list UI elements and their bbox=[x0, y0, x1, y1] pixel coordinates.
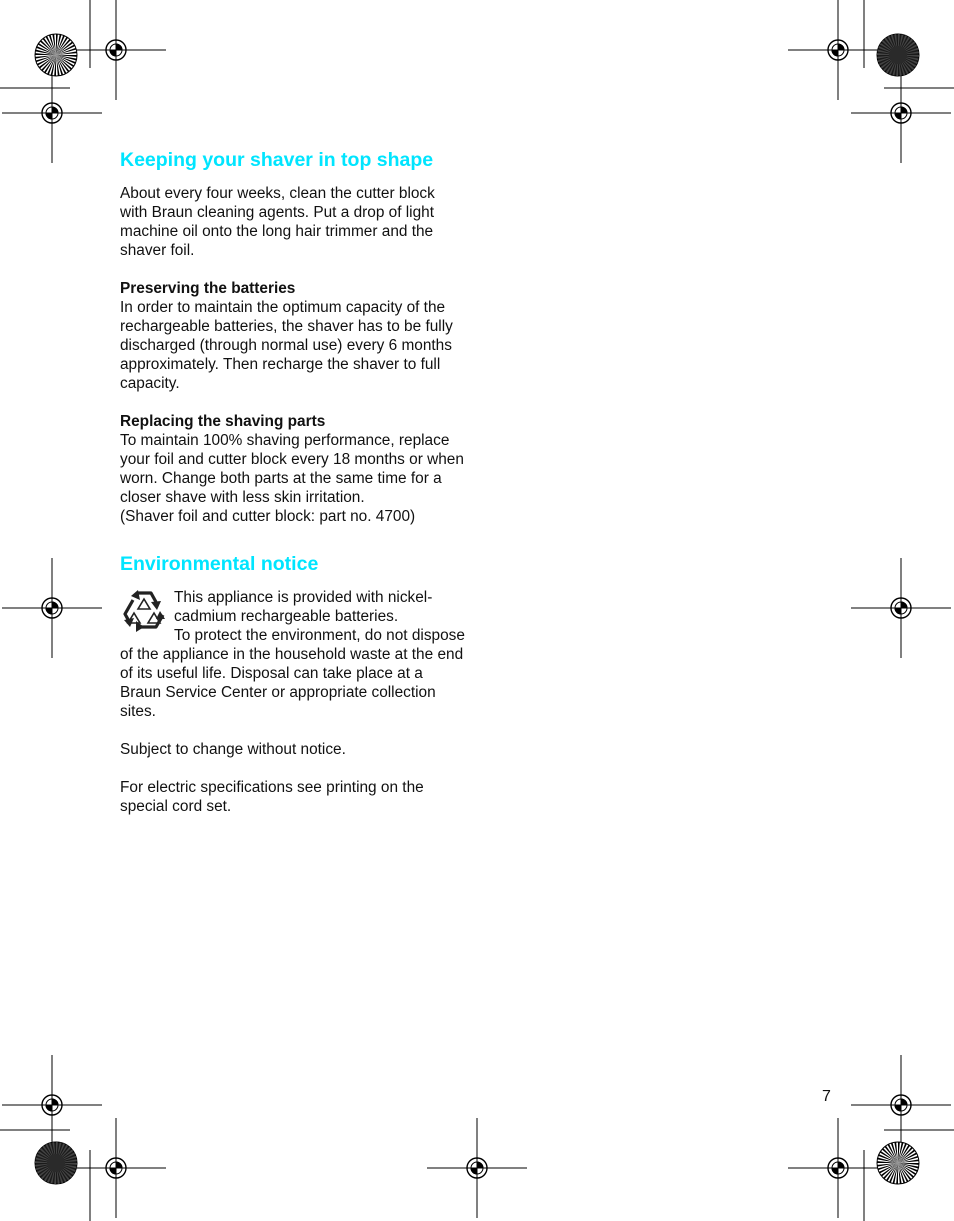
page-number: 7 bbox=[822, 1088, 831, 1105]
registration-mark bbox=[851, 1055, 951, 1155]
change-notice: Subject to change without notice. bbox=[120, 741, 346, 758]
registration-mark bbox=[2, 558, 102, 658]
electric-spec-note: For electric specifications see printing on the special cord set. bbox=[120, 779, 424, 815]
batteries-paragraph: In order to maintain the optimum capacity of the rechargeable batteries, the shaver has to be fully discharged (through normal use) every 6 months approximately. Then recharge the shaver to full capacity. bbox=[120, 299, 453, 392]
environment-block bbox=[120, 588, 465, 721]
registration-mark bbox=[2, 63, 102, 163]
registration-mark bbox=[66, 1118, 166, 1218]
color-target-mark bbox=[35, 34, 77, 76]
recycle-icon bbox=[120, 587, 168, 633]
registration-mark bbox=[851, 558, 951, 658]
heading-keeping-shaver: Keeping your shaver in top shape bbox=[120, 149, 434, 171]
color-target-mark bbox=[877, 1142, 919, 1184]
registration-mark bbox=[851, 63, 951, 163]
registration-mark bbox=[427, 1118, 527, 1218]
document-body bbox=[120, 148, 465, 816]
heading-replacing-parts: Replacing the shaving parts bbox=[120, 413, 326, 430]
part-number-note: (Shaver foil and cutter block: part no. 4700) bbox=[120, 508, 416, 525]
registration-mark bbox=[788, 1118, 888, 1218]
registration-mark bbox=[66, 0, 166, 100]
color-target-mark bbox=[877, 34, 919, 76]
environment-paragraph-2: To protect the environment, do not dispose of the appliance in the household waste at the end of its useful life. Disposal can take place at a Braun Service Center or appropriate collection sites. bbox=[120, 627, 465, 720]
heading-batteries: Preserving the batteries bbox=[120, 280, 296, 297]
registration-mark bbox=[2, 1055, 102, 1155]
environment-paragraph-1: This appliance is provided with nickel-cadmium rechargeable batteries. bbox=[174, 589, 433, 625]
care-paragraph: About every four weeks, clean the cutter block with Braun cleaning agents. Put a drop of light machine oil onto the long hair trimmer and the shaver foil. bbox=[120, 185, 435, 259]
registration-mark bbox=[788, 0, 888, 100]
heading-environmental-notice: Environmental notice bbox=[120, 553, 319, 575]
color-target-mark bbox=[35, 1142, 77, 1184]
parts-paragraph: To maintain 100% shaving performance, replace your foil and cutter block every 18 months or when worn. Change both parts at the same time for a closer shave with less skin irritation. bbox=[120, 432, 464, 506]
